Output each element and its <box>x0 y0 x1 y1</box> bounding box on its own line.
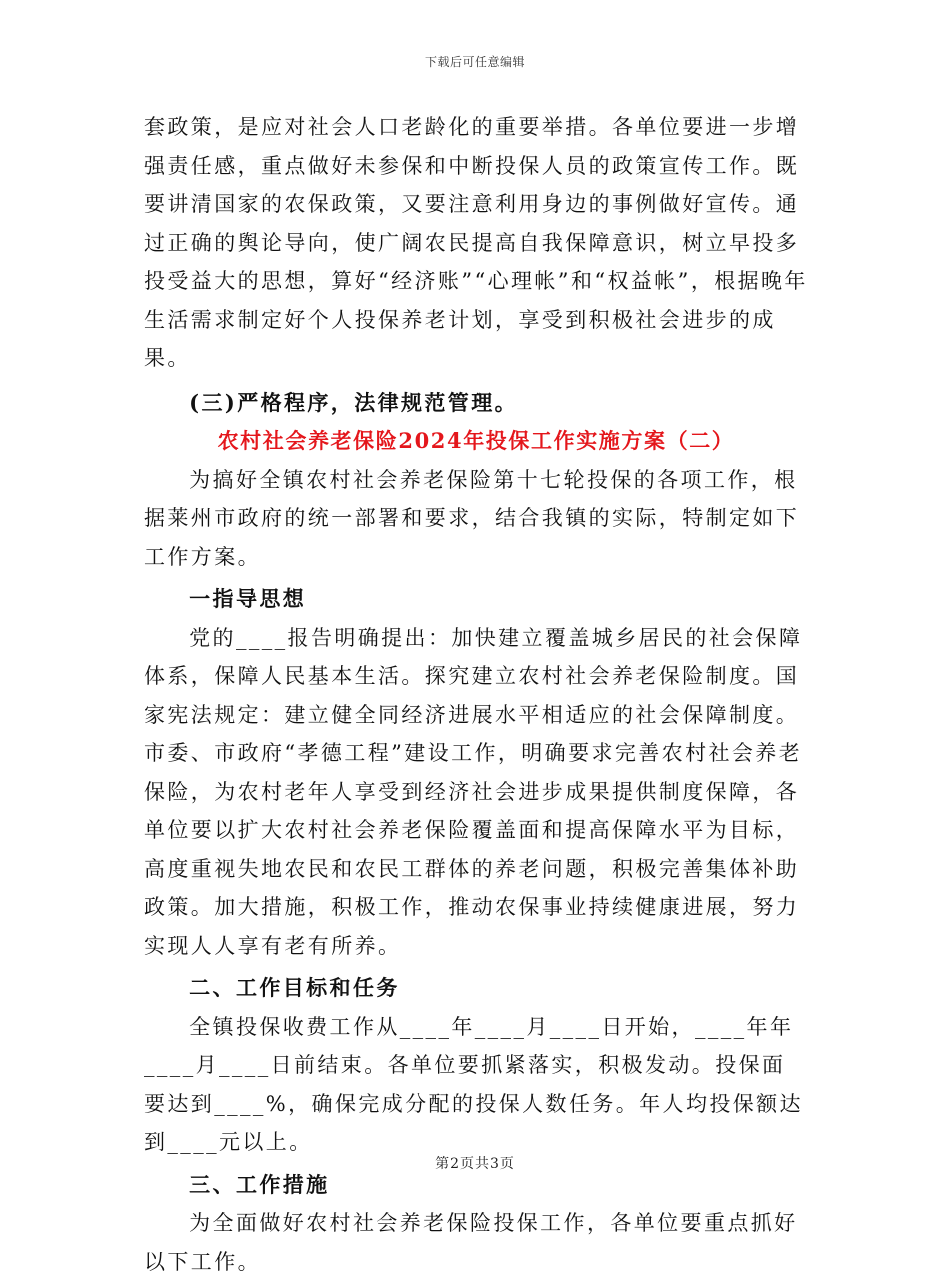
page-number: 第2页共3页 <box>435 1156 515 1172</box>
paragraph-intro: 为搞好全镇农村社会养老保险第十七轮投保的各项工作，根据莱州市政府的统一部署和要求，结合我镇的实际，特制定如下工作方案。 <box>144 467 800 569</box>
paragraph-goals-tasks: 全镇投保收费工作从____年____月____日开始，____年年____月____日前结束。各单位要抓紧落实，积极发动。投保面要达到____%，确保完成分配的投保人数任务。年人均投保额达到____元以上。 <box>144 1014 803 1154</box>
paragraph-measures: 为全面做好农村社会养老保险投保工作，各单位要重点抓好以下工作。 <box>144 1211 798 1274</box>
heading-guiding-ideology: 一指导思想 <box>189 586 307 611</box>
heading-strict-procedure: (三)严格程序，法律规范管理。 <box>189 389 519 415</box>
heading-measures: 三、工作措施 <box>189 1171 330 1197</box>
paragraph-guiding-ideology: 党的____报告明确提出：加快建立覆盖城乡居民的社会保障体系，保障人民基本生活。探究建立农村社会养老保险制度。国家宪法规定：建立健全同经济进展水平相适应的社会保障制度。市委、市政府“孝德工程”建设工作，明确要求完善农村社会养老保险，为农村老年人享受到经济社会进步成果提供制度保障，各单位要以扩大农村社会养老保险覆盖面和提高保障水平为目标，高度重视失地农民和农民工群体的养老问题，积极完善集体补助政策。加大措施，积极工作，推动农保事业持续健康进展，努力实现人人享有老有所养。 <box>144 625 803 958</box>
header-note: 下载后可任意编辑 <box>424 55 525 69</box>
heading-goals-tasks: 二、工作目标和任务 <box>189 975 400 1000</box>
paragraph-policy-promotion: 套政策，是应对社会人口老龄化的重要举措。各单位要进一步增强责任感，重点做好未参保和中断投保人员的政策宣传工作。既要讲清国家的农保政策，又要注意利用身边的事例做好宣传。通过正确的舆论导向，使广阔农民提高自我保障意识，树立早投多投受益大的思想，算好“经济账”“心理帐”和“权益帐”，根据晚年生活需求制定好个人投保养老计划，享受到积极社会进步的成果。 <box>144 115 808 370</box>
document-title: 农村社会养老保险2024年投保工作实施方案（二） <box>217 428 735 453</box>
document-body <box>144 108 808 1281</box>
